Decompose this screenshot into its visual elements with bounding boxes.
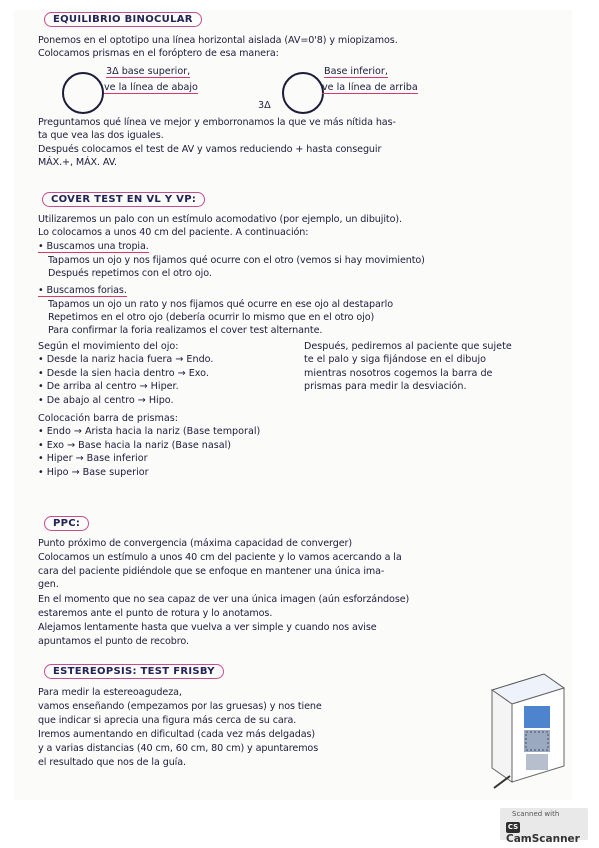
s3-line-1: Punto próximo de convergencia (máxima capacidad de converger) — [38, 538, 352, 549]
prism-header: Colocación barra de prismas: — [38, 413, 179, 424]
frisby-test-illustration — [484, 670, 568, 794]
s2-forias-3: Para confirmar la foria realizamos el cover test alternante. — [48, 325, 323, 336]
s4-line-4: Iremos aumentando en dificultad (cada vez más delgadas) — [38, 729, 316, 740]
s4-line-6: el resultado que nos de la guía. — [38, 757, 186, 768]
prism-exo: • Exo → Base hacia la nariz (Base nasal) — [38, 439, 232, 451]
movement-column — [38, 340, 213, 407]
s2-bullet-tropia: • Buscamos una tropia. — [38, 241, 149, 252]
prism-placement — [38, 412, 260, 479]
prism-endo: • Endo → Arista hacia la nariz (Base temporal) — [38, 426, 261, 438]
camscanner-logo-icon: CS — [507, 822, 519, 831]
section-title-ppc: PPC: — [44, 516, 89, 531]
left-prism-label-2: ve la línea de abajo — [104, 82, 198, 93]
prism-instructions-column — [304, 340, 512, 394]
right-col-1: Después, pediremos al paciente que sujete — [304, 341, 512, 352]
s1-line-2: Colocamos prismas en el foróptero de esa manera: — [38, 48, 279, 59]
section-title-estereopsis: ESTEREOPSIS: TEST FRISBY — [44, 664, 224, 679]
movement-endo: • Desde la nariz hacia fuera → Endo. — [38, 354, 214, 366]
s2-tropia-1: Tapamos un ojo y nos fijamos qué ocurre con el otro (vemos si hay movimiento) — [48, 255, 425, 266]
s2-bullet-forias: • Buscamos forias. — [38, 285, 127, 296]
s3-line-8: apuntamos el punto de recobro. — [38, 636, 189, 647]
right-col-3: mientras nosotros cogemos la barra de — [304, 367, 493, 379]
s3-line-4: gen. — [38, 579, 59, 590]
prism-hiper: • Hiper → Base inferior — [38, 453, 148, 465]
s3-line-6: estaremos ante el punto de rotura y lo anotamos. — [38, 608, 273, 619]
s2-intro-1: Utilizaremos un palo con un estímulo acomodativo (por ejemplo, un dibujito). — [38, 214, 402, 225]
movement-hipo: • De abajo al centro → Hipo. — [38, 394, 174, 406]
s1-after-4: MÁX.+, MÁX. AV. — [38, 157, 117, 168]
right-prism-label-2: ve la línea de arriba — [322, 82, 418, 93]
s3-line-2: Colocamos un estímulo a unos 40 cm del paciente y lo vamos acercando a la — [38, 552, 402, 563]
scanned-with-label: Scanned with — [512, 810, 560, 818]
s4-line-3: que indicar si aprecia una figura más cerca de su cara. — [38, 715, 297, 726]
movement-exo: • Desde la sien hacia dentro → Exo. — [38, 367, 209, 379]
movement-header: Según el movimiento del ojo: — [38, 341, 179, 352]
camscanner-brand-text: CamScanner — [506, 833, 580, 845]
section-title-cover-test: COVER TEST EN VL Y VP: — [42, 192, 205, 207]
s4-line-5: y a varias distancias (40 cm, 60 cm, 80 cm) y apuntaremos — [38, 743, 319, 754]
s4-line-2: vamos enseñando (empezamos por las gruesas) y nos tiene — [38, 701, 322, 712]
left-eye-circle — [62, 72, 104, 114]
s1-line-1: Ponemos en el optotipo una línea horizontal aislada (AV=0'8) y miopizamos. — [38, 35, 398, 46]
s2-forias-1: Tapamos un ojo un rato y nos fijamos qué ocurre en ese ojo al destaparlo — [48, 299, 393, 310]
camscanner-brand — [506, 821, 588, 845]
camscanner-stamp — [500, 808, 588, 845]
notebook-page — [14, 10, 572, 800]
s4-line-1: Para medir la estereoagudeza, — [38, 687, 182, 698]
s1-after-3: Después colocamos el test de AV y vamos reduciendo + hasta conseguir — [38, 144, 382, 155]
s2-tropia-2: Después repetimos con el otro ojo. — [48, 268, 212, 279]
s2-forias-2: Repetimos en el otro ojo (debería ocurrir lo mismo que en el otro ojo) — [48, 312, 375, 323]
right-col-2: te el palo y siga fijándose en el dibujo — [304, 354, 486, 366]
right-prism-delta: 3Δ — [258, 100, 271, 111]
s3-line-3: cara del paciente pidiéndole que se enfoque en mantener una única ima- — [38, 566, 385, 577]
movement-hiper: • De arriba al centro → Hiper. — [38, 381, 179, 393]
prism-hipo: • Hipo → Base superior — [38, 466, 149, 478]
section-title-equilibrio: EQUILIBRIO BINOCULAR — [44, 12, 202, 27]
s1-after-1: Preguntamos qué línea ve mejor y emborronamos la que ve más nítida has- — [38, 117, 396, 128]
s1-after-2: ta que vea las dos iguales. — [38, 130, 164, 141]
right-col-4: prismas para medir la desviación. — [304, 381, 467, 393]
s3-line-5: En el momento que no sea capaz de ver una única imagen (aún esforzándose) — [38, 594, 410, 605]
s3-line-7: Alejamos lentamente hasta que vuelva a ver simple y cuando nos avise — [38, 622, 377, 633]
right-eye-circle — [282, 72, 324, 114]
left-prism-label-1: 3Δ base superior, — [106, 66, 191, 77]
s2-intro-2: Lo colocamos a unos 40 cm del paciente. A continuación: — [38, 227, 309, 238]
right-prism-label-1: Base inferior, — [324, 66, 388, 77]
